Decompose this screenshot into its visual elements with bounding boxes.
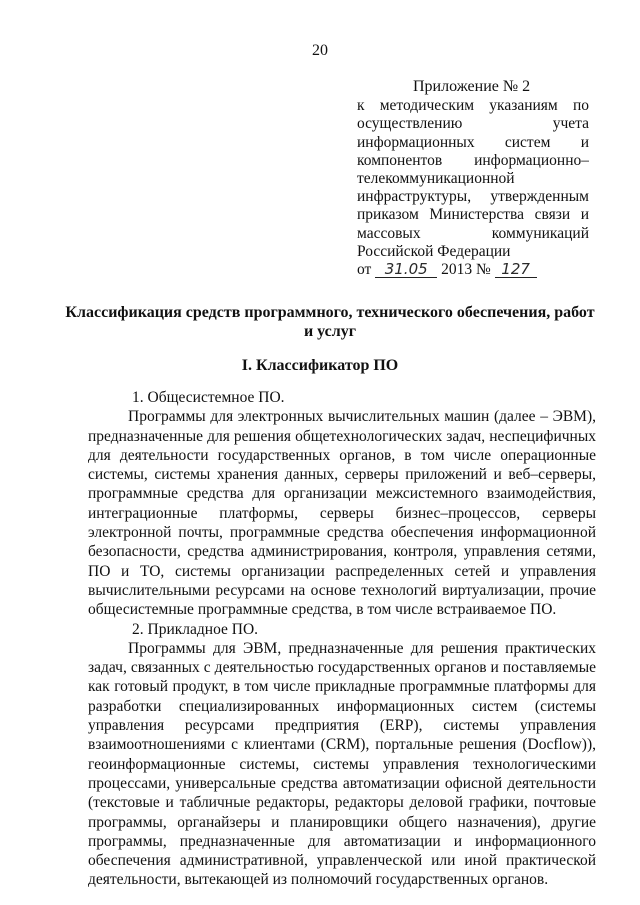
- section-heading: 1. Общесистемное ПО.: [132, 389, 285, 406]
- paragraph-line: системы, системы хранения данных, серверы приложений и веб–серверы,: [88, 466, 596, 484]
- handwritten-order-number: 127: [495, 261, 537, 278]
- paragraph-line: интеграционные платформы, серверы бизнес–процессов, серверы: [88, 504, 596, 522]
- paragraph-line: программные средства для организации межсистемного взаимодействия,: [88, 485, 596, 503]
- page-number: 20: [312, 42, 328, 59]
- appendix-line: компонентов информационно–: [357, 151, 589, 169]
- appendix-heading: Приложение № 2: [413, 78, 531, 95]
- paragraph-line: геоинформационные системы, системы управления технологическими: [88, 755, 596, 773]
- order-year: 2013 №: [441, 260, 491, 278]
- paragraph-line: обеспечения административной, управленческой или иной практической: [88, 852, 596, 870]
- paragraph-line: программы, органайзеры и планировщики общего назначения), другие: [88, 813, 596, 831]
- paragraph-line: предназначенные для решения общетехнологических задач, неспецифичных: [88, 427, 596, 445]
- paragraph-line: деятельности, вытекающей из полномочий государственных органов.: [88, 871, 549, 889]
- paragraph-line: разработки специализированных информационных систем (системы: [88, 697, 596, 715]
- order-date-line: [357, 261, 589, 281]
- appendix-line: Российской Федерации: [357, 242, 511, 260]
- paragraph-line: Программы для электронных вычислительных машин (далее – ЭВМ),: [128, 408, 596, 426]
- paragraph-line: общесистемные программные средства, в том числе встраиваемое ПО.: [88, 601, 557, 619]
- paragraph-line: ПО и ТО, системы организации распределенных сетей и управления: [88, 562, 596, 580]
- appendix-block: [357, 78, 589, 281]
- appendix-line: приказом Министерства связи и: [357, 206, 589, 224]
- paragraph-line: взаимоотношениями с клиентами (CRM), портальные решения (Docflow)),: [88, 736, 596, 754]
- appendix-line: осуществлению учета: [357, 115, 589, 133]
- appendix-line: массовых коммуникаций: [357, 224, 589, 242]
- section-title: I. Классификатор ПО: [241, 357, 399, 374]
- document-title: Классификация средств программного, технического обеспечения, работ и услуг: [65, 304, 595, 340]
- paragraph-line: вычислительными ресурсами на основе технологий виртуализации, прочие: [88, 581, 596, 599]
- paragraph-line: процессами, универсальные средства автоматизации офисной деятельности: [88, 774, 596, 792]
- handwritten-date: 31.05: [375, 261, 437, 278]
- paragraph-line: Программы для ЭВМ, предназначенные для решения практических: [128, 639, 596, 657]
- appendix-line: информационных систем и: [357, 133, 589, 151]
- paragraph-line: задач, связанных с деятельностью государственных органов и поставляемые: [88, 659, 596, 677]
- paragraph-line: (текстовые и табличные редакторы, редакторы деловой графики, почтовые: [88, 794, 596, 812]
- appendix-line: телекоммуникационной: [357, 169, 515, 187]
- document-body: [88, 388, 596, 890]
- paragraph-line: для деятельности государственных органов, в том числе операционные: [88, 446, 596, 464]
- paragraph-line: программы, предназначенные для автоматизации и информационного: [88, 832, 596, 850]
- order-prefix: от: [357, 260, 372, 278]
- paragraph-line: управления ресурсами предприятия (ERP), системы управления: [88, 717, 596, 735]
- paragraph-line: безопасности, средства администрирования, контроля, управления сетями,: [88, 543, 596, 561]
- appendix-line: инфраструктуры, утвержденным: [357, 188, 589, 206]
- appendix-line: к методическим указаниям по: [357, 97, 589, 115]
- paragraph-line: как готовый продукт, в том числе прикладные программные платформы для: [88, 678, 596, 696]
- section-heading: 2. Прикладное ПО.: [132, 620, 259, 638]
- paragraph-line: электронной почты, программные средства обеспечения информационной: [88, 524, 596, 542]
